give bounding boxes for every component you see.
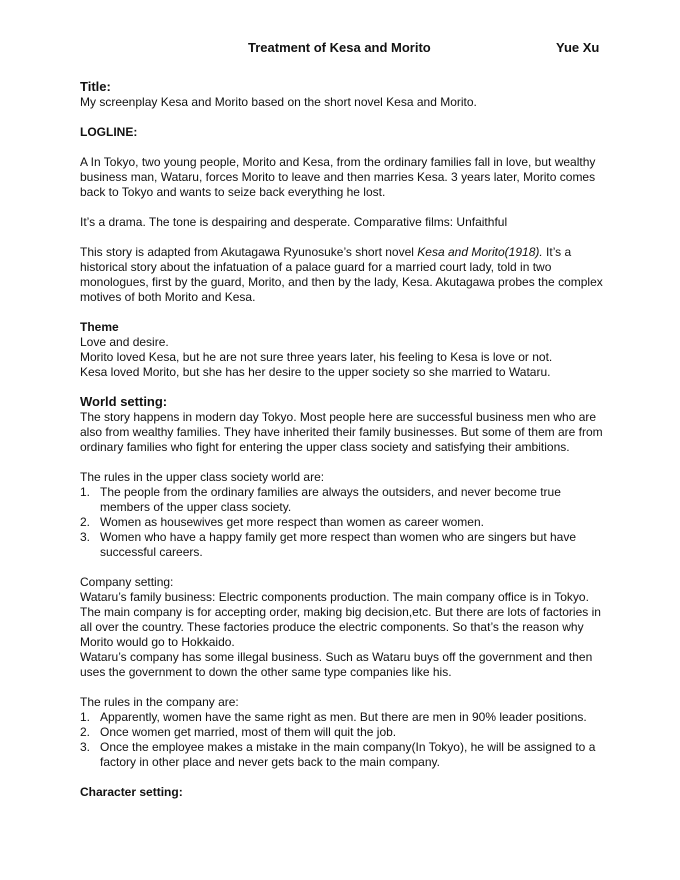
list-item-text: Once the employee makes a mistake in the main company(In Tokyo), he will be assigned to a factory in other place and never gets back to the main company.: [100, 740, 596, 769]
list-number: 3.: [80, 530, 91, 544]
theme-heading: Theme: [80, 320, 119, 334]
list-item-text: Apparently, women have the same right as men. But there are men in 90% leader positions.: [100, 710, 587, 724]
list-item-text: Once women get married, most of them will quit the job.: [100, 725, 397, 739]
company-rules-intro: The rules in the company are:: [80, 695, 239, 709]
author-name: Yue Xu: [556, 40, 600, 55]
adaptation-text-post: It’s a historical story about the infatuation of a palace guard for a married court lady, told in two monologues, first by the guard, Morito, and then by the lady, Kesa. Akutagawa probes the complex motives of both Morito and Kesa.: [80, 245, 603, 304]
list-number: 1.: [80, 485, 91, 499]
tone-paragraph: It’s a drama. The tone is despairing and desperate. Comparative films: Unfaithful: [80, 215, 508, 229]
company-rules-list: [80, 710, 610, 770]
world-rules-intro: The rules in the upper class society world are:: [80, 470, 325, 484]
list-number: 3.: [80, 740, 91, 754]
document-title: Treatment of Kesa and Morito: [248, 40, 431, 55]
list-item-text: Women as housewives get more respect than women as career women.: [100, 515, 484, 529]
world-rules-list: [80, 485, 610, 560]
list-item: [80, 530, 610, 560]
list-item: [80, 515, 610, 530]
title-heading: Title:: [80, 79, 111, 94]
theme-line: Love and desire.: [80, 335, 169, 349]
title-text: My screenplay Kesa and Morito based on the short novel Kesa and Morito.: [80, 95, 477, 109]
list-number: 2.: [80, 515, 91, 529]
company-text: Wataru’s family business: Electric components production. The main company office is in Tokyo. The main company is for accepting order, making big decision,etc. But there are lots of factories in all over the country. These factories produce the electric components. So that’s the reason why Morito would go to Hokkaido.: [80, 590, 601, 649]
list-item: [80, 740, 610, 770]
character-setting-heading: Character setting:: [80, 785, 183, 799]
adaptation-paragraph: [80, 245, 610, 305]
company-text: Wataru’s company has some illegal business. Such as Wataru buys off the government and then uses the government to down the other same type companies like his.: [80, 650, 593, 679]
theme-line: Kesa loved Morito, but she has her desire to the upper society so she married to Wataru.: [80, 365, 551, 379]
list-number: 1.: [80, 710, 91, 724]
logline-paragraph: A In Tokyo, two young people, Morito and Kesa, from the ordinary families fall in love, but wealthy business man, Wataru, forces Morito to leave and then marries Kesa. 3 years later, Morito comes back to Tokyo and wants to seize back everything he lost.: [80, 155, 596, 199]
list-number: 2.: [80, 725, 91, 739]
world-setting-heading: World setting:: [80, 394, 168, 409]
logline-heading: LOGLINE:: [80, 125, 138, 139]
list-item-text: The people from the ordinary families are always the outsiders, and never become true members of the upper class society.: [100, 485, 561, 514]
list-item: [80, 725, 610, 740]
theme-line: Morito loved Kesa, but he are not sure three years later, his feeling to Kesa is love or not.: [80, 350, 553, 364]
company-setting-heading: Company setting:: [80, 575, 174, 589]
list-item-text: Women who have a happy family get more respect than women who are singers but have successful careers.: [100, 530, 577, 559]
list-item: [80, 710, 610, 725]
adaptation-text-pre: This story is adapted from Akutagawa Ryunosuke’s short novel: [80, 245, 418, 259]
world-intro: The story happens in modern day Tokyo. Most people here are successful business men who are also from wealthy families. They have inherited their family businesses. But some of them are from ordinary families who fight for entering the upper class society and satisfying their ambitions.: [80, 410, 603, 454]
document-body: [80, 79, 610, 800]
list-item: [80, 485, 610, 515]
novel-title: Kesa and Morito(1918).: [417, 245, 543, 259]
